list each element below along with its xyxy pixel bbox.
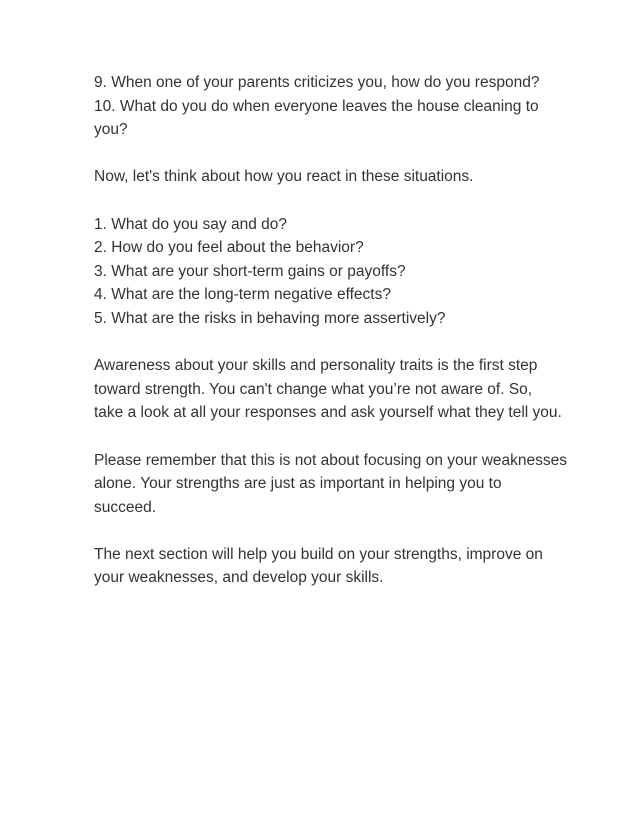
reaction-question-1: 1. What do you say and do? — [94, 215, 288, 233]
reaction-question-5: 5. What are the risks in behaving more assertively? — [94, 309, 446, 327]
questions-continued-paragraph — [94, 71, 564, 142]
reaction-question-3: 3. What are your short-term gains or payoffs? — [94, 262, 406, 280]
strengths-line-1: Please remember that this is not about focusing on your weaknesses — [94, 451, 568, 469]
next-section-paragraph — [94, 543, 564, 590]
awareness-line-3: take a look at all your responses and ask yourself what they tell you. — [94, 404, 562, 422]
question-9: 9. When one of your parents criticizes you, how do you respond? — [94, 74, 540, 91]
next-section-line-2: your weaknesses, and develop your skills. — [94, 569, 384, 587]
reaction-intro-paragraph — [94, 165, 564, 189]
awareness-line-2: toward strength. You can't change what you’re not aware of. So, — [94, 380, 533, 398]
next-section-line-1: The next section will help you build on your strengths, improve on — [94, 545, 543, 563]
awareness-line-1: Awareness about your skills and personality traits is the first step — [94, 357, 538, 375]
reaction-question-2: 2. How do you feel about the behavior? — [94, 239, 364, 257]
awareness-paragraph — [94, 354, 564, 425]
strengths-paragraph — [94, 449, 568, 520]
document-body — [94, 71, 568, 614]
strengths-line-2: alone. Your strengths are just as important in helping you to — [94, 475, 502, 493]
reaction-question-4: 4. What are the long-term negative effects? — [94, 286, 391, 304]
question-10-continued: you? — [94, 121, 128, 139]
question-10: 10. What do you do when everyone leaves the house cleaning to — [94, 97, 539, 115]
reaction-questions-list — [94, 213, 564, 331]
reaction-intro-line: Now, let's think about how you react in these situations. — [94, 168, 474, 186]
strengths-line-3: succeed. — [94, 498, 157, 516]
